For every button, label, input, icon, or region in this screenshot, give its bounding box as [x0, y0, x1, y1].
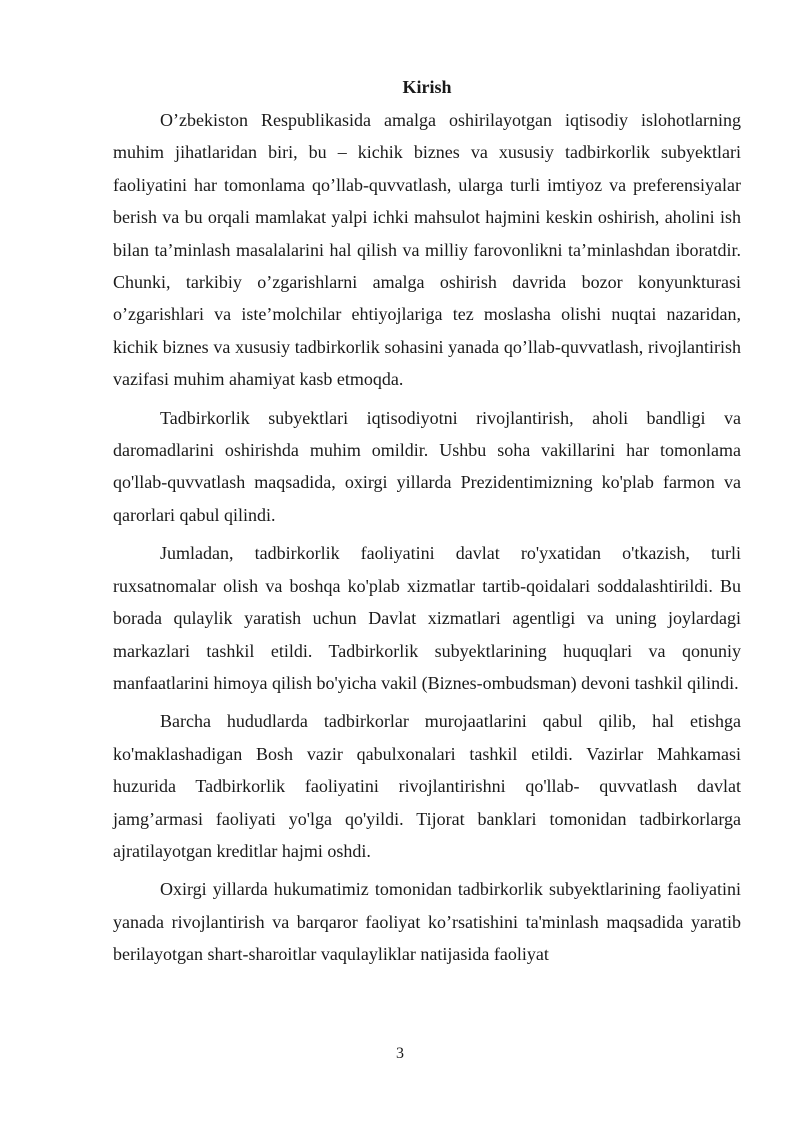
document-page: [113, 72, 741, 977]
paragraph-3: Jumladan, tadbirkorlik faoliyatini davlat ro'yxatidan o'tkazish, turli ruxsatnomalar olish va boshqa ko'plab xizmatlar tartib-qoidalari soddalashtirildi. Bu borada qulaylik yaratish uchun Davlat xizmatlari agentligi va uning joylardagi markazlari tashkil etildi. Tadbirkorlik subyektlarining huquqlari va qonuniy manfaatlarini himoya qilish bo'yicha vakil (Biznes-ombudsman) devoni tashkil qilindi.: [113, 543, 741, 693]
paragraph-1: O’zbekiston Respublikasida amalga oshirilayotgan iqtisodiy islohotlarning muhim jihatlaridan biri, bu – kichik biznes va xususiy tadbirkorlik subyektlari faoliyatini har tomonlama qo’llab-quvvatlash, ularga turli imtiyoz va preferensiyalar berish va bu orqali mamlakat yalpi ichki mahsulot hajmini keskin oshirish, aholini ish bilan ta’minlash masalalarini hal qilish va milliy farovonlikni ta’minlashdan iboratdir. Chunki, tarkibiy o’zgarishlarni amalga oshirish davrida bozor konyunkturasi o’zgarishlari va iste’molchilar ehtiyojlariga tez moslasha olishi nuqtai nazaridan, kichik biznes va xususiy tadbirkorlik sohasini yanada qo’llab-quvvatlash, rivojlantirish vazifasi muhim ahamiyat kasb etmoqda.: [113, 110, 741, 390]
paragraph-4: Barcha hududlarda tadbirkorlar murojaatlarini qabul qilib, hal etishga ko'maklashadigan Bosh vazir qabulxonalari tashkil etildi. Vazirlar Mahkamasi huzurida Tadbirkorlik faoliyatini rivojlantirishni qo'llab- quvvatlash davlat jamg’armasi faoliyati yo'lga qo'yildi. Tijorat banklari tomonidan tadbirkorlarga ajratilayotgan kreditlar hajmi oshdi.: [113, 711, 741, 861]
page-number: 3: [396, 1045, 404, 1062]
paragraph-5: Oxirgi yillarda hukumatimiz tomonidan tadbirkorlik subyektlarining faoliyatini yanada rivojlantirish va barqaror faoliyat ko’rsatishini ta'minlash maqsadida yaratib berilayotgan shart-sharoitlar vaqulayliklar natijasida faoliyat: [113, 879, 741, 965]
paragraph-2: Tadbirkorlik subyektlari iqtisodiyotni rivojlantirish, aholi bandligi va daromadlarini oshirishda muhim omildir. Ushbu soha vakillarini har tomonlama qo'llab-quvvatlash maqsadida, oxirgi yillarda Prezidentimizning ko'plab farmon va qarorlari qabul qilindi.: [113, 407, 741, 525]
section-title: Kirish: [402, 77, 452, 97]
